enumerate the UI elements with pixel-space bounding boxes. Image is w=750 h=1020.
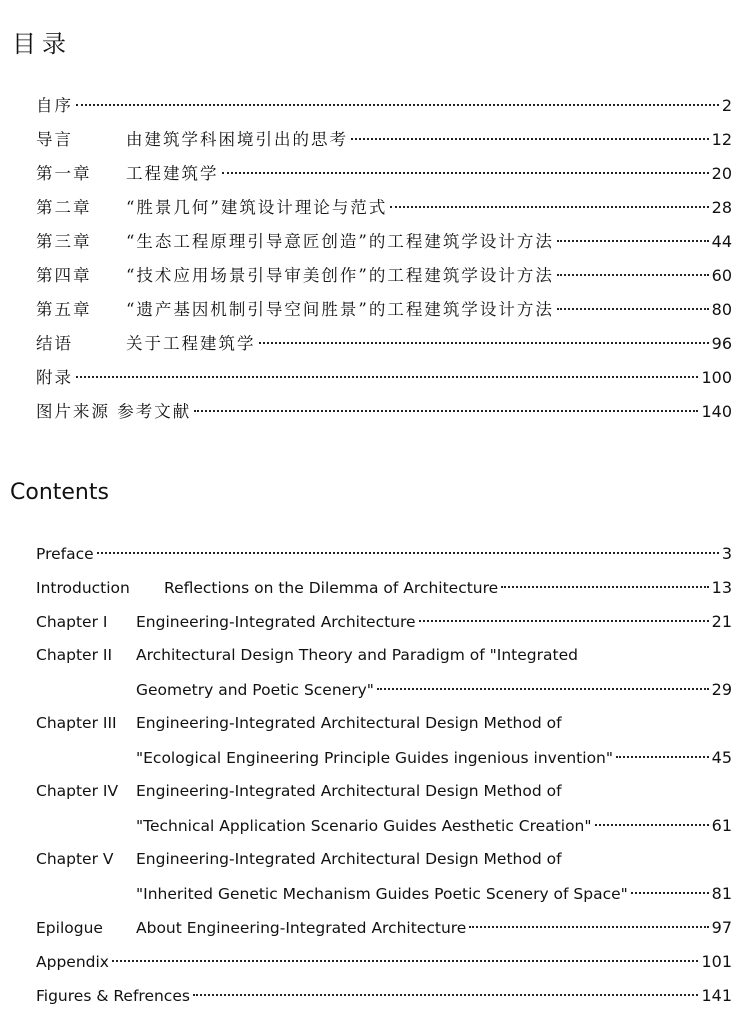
cn-entry-label: 第一章 bbox=[36, 164, 92, 183]
en-heading: Contents bbox=[10, 480, 109, 505]
en-toc-entry[interactable] bbox=[36, 986, 732, 1020]
leader-dots bbox=[112, 960, 698, 962]
cn-toc-entry[interactable] bbox=[36, 296, 732, 330]
cn-entry-title: 工程建筑学 bbox=[126, 164, 219, 183]
cn-entry-label: 导言 bbox=[36, 130, 73, 149]
cn-toc-entry[interactable] bbox=[36, 126, 732, 160]
en-entry-page: 21 bbox=[711, 612, 732, 631]
leader-dots bbox=[557, 308, 709, 310]
en-entry-page: 13 bbox=[711, 578, 732, 597]
cn-toc-entry[interactable] bbox=[36, 330, 732, 364]
en-toc-list bbox=[36, 544, 732, 1020]
leader-dots bbox=[97, 552, 719, 554]
cn-entry-page: 28 bbox=[711, 198, 732, 217]
en-toc-entry[interactable] bbox=[36, 850, 732, 918]
en-toc-entry[interactable] bbox=[36, 782, 732, 850]
cn-entry-label: 第五章 bbox=[36, 300, 92, 319]
en-toc-entry[interactable] bbox=[36, 612, 732, 646]
leader-dots bbox=[469, 926, 708, 928]
en-entry-page: 61 bbox=[711, 816, 732, 835]
cn-toc-entry[interactable] bbox=[36, 228, 732, 262]
en-entry-title: Figures & Refrences bbox=[36, 987, 190, 1005]
en-toc-entry[interactable] bbox=[36, 646, 732, 714]
cn-entry-title: “遗产基因机制引导空间胜景”的工程建筑学设计方法 bbox=[126, 300, 554, 319]
cn-toc-entry[interactable] bbox=[36, 194, 732, 228]
cn-entry-page: 20 bbox=[711, 164, 732, 183]
en-entry-page: 45 bbox=[711, 748, 732, 767]
cn-toc-entry[interactable] bbox=[36, 160, 732, 194]
leader-dots bbox=[377, 688, 709, 690]
leader-dots bbox=[557, 240, 709, 242]
cn-toc-entry[interactable] bbox=[36, 262, 732, 296]
cn-entry-page: 96 bbox=[711, 334, 732, 353]
cn-entry-page: 80 bbox=[711, 300, 732, 319]
en-toc-entry[interactable] bbox=[36, 918, 732, 952]
cn-entry-title: “生态工程原理引导意匠创造”的工程建筑学设计方法 bbox=[126, 232, 554, 251]
en-entry-title: Engineering-Integrated Architectural Design Method of bbox=[136, 714, 562, 732]
cn-entry-title: 自序 bbox=[36, 96, 73, 115]
leader-dots bbox=[631, 892, 709, 894]
en-entry-page: 81 bbox=[711, 884, 732, 903]
en-entry-title: Preface bbox=[36, 545, 94, 563]
en-entry-title: Engineering-Integrated Architecture bbox=[136, 613, 416, 631]
leader-dots bbox=[595, 824, 709, 826]
cn-entry-title: 关于工程建筑学 bbox=[126, 334, 256, 353]
en-entry-label: Chapter I bbox=[36, 613, 108, 631]
en-entry-title-cont: Geometry and Poetic Scenery" bbox=[136, 681, 374, 699]
leader-dots bbox=[616, 756, 709, 758]
en-entry-page: 101 bbox=[701, 952, 732, 971]
en-entry-label: Chapter II bbox=[36, 646, 113, 664]
leader-dots bbox=[194, 410, 698, 412]
cn-entry-label: 第三章 bbox=[36, 232, 92, 251]
en-entry-title: Engineering-Integrated Architectural Design Method of bbox=[136, 850, 562, 868]
cn-toc-entry[interactable] bbox=[36, 92, 732, 126]
leader-dots bbox=[76, 104, 719, 106]
cn-entry-title: “胜景几何”建筑设计理论与范式 bbox=[126, 198, 388, 217]
en-entry-title: About Engineering-Integrated Architecture bbox=[136, 919, 467, 937]
cn-entry-page: 100 bbox=[701, 368, 732, 387]
cn-entry-title: 附录 bbox=[36, 368, 73, 387]
leader-dots bbox=[557, 274, 709, 276]
en-entry-title: Appendix bbox=[36, 953, 109, 971]
cn-toc-entry[interactable] bbox=[36, 398, 732, 432]
cn-entry-label: 结语 bbox=[36, 334, 73, 353]
en-toc-entry[interactable] bbox=[36, 952, 732, 986]
en-entry-page: 141 bbox=[701, 986, 732, 1005]
en-entry-title: Architectural Design Theory and Paradigm of "Integrated bbox=[136, 646, 578, 664]
leader-dots bbox=[222, 172, 709, 174]
cn-entry-title: 图片来源 参考文献 bbox=[36, 402, 192, 421]
cn-toc-entry[interactable] bbox=[36, 364, 732, 398]
cn-entry-title: 由建筑学科困境引出的思考 bbox=[126, 130, 348, 149]
en-entry-page: 29 bbox=[711, 680, 732, 699]
en-entry-page: 3 bbox=[721, 544, 732, 563]
cn-entry-page: 140 bbox=[701, 402, 732, 421]
en-toc-entry[interactable] bbox=[36, 578, 732, 612]
cn-toc-list bbox=[36, 92, 732, 432]
en-entry-page: 97 bbox=[711, 918, 732, 937]
leader-dots bbox=[193, 994, 699, 996]
en-entry-title-cont: "Inherited Genetic Mechanism Guides Poetic Scenery of Space" bbox=[136, 885, 628, 903]
cn-entry-page: 60 bbox=[711, 266, 732, 285]
en-entry-label: Introduction bbox=[36, 579, 130, 597]
leader-dots bbox=[390, 206, 708, 208]
en-entry-label: Chapter IV bbox=[36, 782, 119, 800]
en-entry-label: Epilogue bbox=[36, 919, 103, 937]
en-toc-entry[interactable] bbox=[36, 544, 732, 578]
leader-dots bbox=[419, 620, 709, 622]
en-entry-label: Chapter III bbox=[36, 714, 117, 732]
en-entry-title-cont: "Technical Application Scenario Guides Aesthetic Creation" bbox=[136, 817, 592, 835]
cn-entry-page: 12 bbox=[711, 130, 732, 149]
leader-dots bbox=[76, 376, 698, 378]
en-entry-title: Reflections on the Dilemma of Architecture bbox=[164, 579, 499, 597]
cn-entry-label: 第二章 bbox=[36, 198, 92, 217]
cn-entry-title: “技术应用场景引导审美创作”的工程建筑学设计方法 bbox=[126, 266, 554, 285]
leader-dots bbox=[259, 342, 709, 344]
leader-dots bbox=[351, 138, 709, 140]
cn-entry-label: 第四章 bbox=[36, 266, 92, 285]
leader-dots bbox=[501, 586, 708, 588]
en-entry-title-cont: "Ecological Engineering Principle Guides ingenious invention" bbox=[136, 749, 614, 767]
cn-entry-page: 2 bbox=[721, 96, 732, 115]
cn-heading: 目录 bbox=[12, 30, 72, 58]
en-toc-entry[interactable] bbox=[36, 714, 732, 782]
en-entry-label: Chapter V bbox=[36, 850, 114, 868]
en-entry-title: Engineering-Integrated Architectural Design Method of bbox=[136, 782, 562, 800]
cn-entry-page: 44 bbox=[711, 232, 732, 251]
